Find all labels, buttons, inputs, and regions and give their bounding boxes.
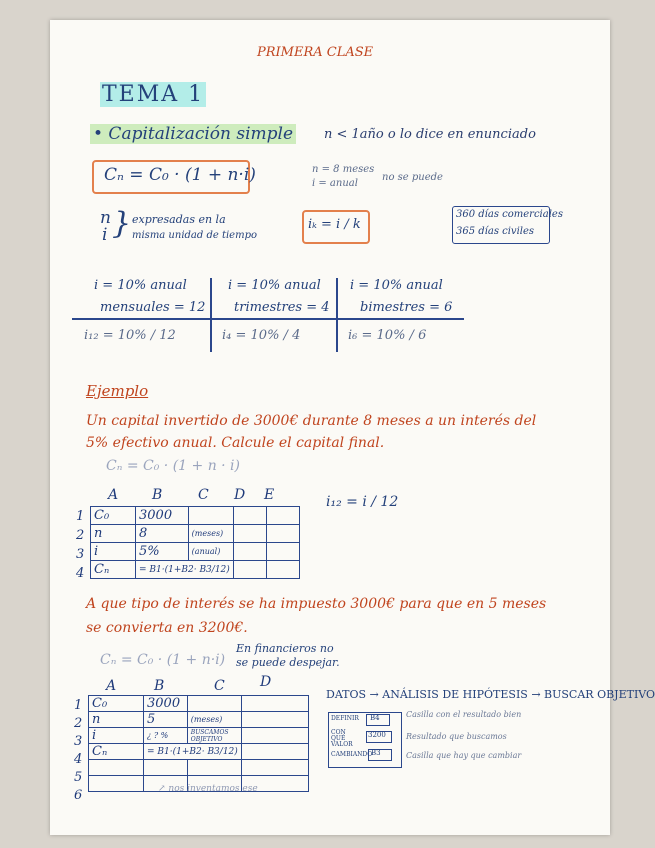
sheet2-col-a: A xyxy=(106,678,117,694)
sheet2-cell: Cₙ xyxy=(89,744,144,760)
goal-label-value: CON QUÉ VALOR xyxy=(331,729,353,748)
sheet2-cell: 3000 xyxy=(144,696,188,712)
sheet2-cell: ¿ ? % xyxy=(144,728,188,744)
units-text-1: expresadas en la xyxy=(132,213,226,226)
formula-note-n: n = 8 meses xyxy=(312,164,375,175)
rate-1-mid: mensuales = 12 xyxy=(100,300,206,315)
sheet2-col-b: B xyxy=(154,678,165,694)
sheet2-cell: 5 xyxy=(144,712,188,728)
sheet1-cell: C₀ xyxy=(91,507,136,525)
sheet2-grid xyxy=(88,695,309,792)
datos-path: DATOS → ANÁLISIS DE HIPÓTESIS → BUSCAR OBJETIVO xyxy=(326,688,655,701)
goal-value-change: B3 xyxy=(371,749,381,757)
sheet2-cell: n xyxy=(89,712,144,728)
formula-note-cannot: no se puede xyxy=(382,172,443,183)
sheet2-cell: C₀ xyxy=(89,696,144,712)
example-line-2: 5% efectivo anual. Calcule el capital final. xyxy=(86,435,385,451)
rate-1-bottom: i₁₂ = 10% / 12 xyxy=(84,328,176,343)
sheet1-col-a: A xyxy=(108,487,119,503)
sheet1-cell xyxy=(266,543,299,561)
sheet1-rownum: 3 xyxy=(76,547,85,562)
sheet1-col-e: E xyxy=(264,487,275,503)
days-civil: 365 días civiles xyxy=(456,226,535,237)
section-heading: • Capitalización simple xyxy=(90,124,296,144)
question-formula: Cₙ = C₀ · (1 + n·i) xyxy=(100,652,226,668)
sheet2-cell: BUSCAMOS OBJETIVO xyxy=(187,728,241,744)
table-row xyxy=(91,561,300,579)
sheet2-col-d: D xyxy=(260,674,272,690)
rates-col-line-1 xyxy=(210,278,212,352)
units-brace: } xyxy=(112,206,132,241)
sheet2-rownum: 5 xyxy=(74,770,83,785)
sheet2-cell: (meses) xyxy=(187,712,241,728)
units-i: i xyxy=(102,225,108,245)
sheet2-cell xyxy=(241,696,308,712)
rate-3-mid: bimestres = 6 xyxy=(360,300,453,315)
sheet2-rownum: 2 xyxy=(74,716,83,731)
sheet2-cell xyxy=(144,760,188,776)
ik-formula: iₖ = i / k xyxy=(308,217,361,232)
heading-note: n < 1año o lo dice en enunciado xyxy=(324,127,536,142)
sheet1-cell: (meses) xyxy=(188,525,233,543)
example-title: Ejemplo xyxy=(86,382,149,400)
sheet2-cell xyxy=(241,712,308,728)
sheet2-cell xyxy=(89,760,144,776)
sheet2-rownum: 6 xyxy=(74,788,83,803)
sheet1-cell xyxy=(266,525,299,543)
sheet2-rownum: 1 xyxy=(74,698,83,713)
sheet1-rownum: 1 xyxy=(76,509,85,524)
sheet2-cell xyxy=(89,776,144,792)
goal-label-define: DEFINIR xyxy=(331,715,359,722)
sheet1-cell: (anual) xyxy=(188,543,233,561)
sheet1-cell: = B1·(1+B2· B3/12) xyxy=(136,561,234,579)
goal-note-change: Casilla que hay que cambiar xyxy=(406,751,522,760)
sheet2-cell: i xyxy=(89,728,144,744)
sheet1-cell xyxy=(266,507,299,525)
rate-3-top: i = 10% anual xyxy=(350,278,443,293)
goal-value-value: 3200 xyxy=(368,731,386,739)
page-header: PRIMERA CLASE xyxy=(257,45,374,60)
goal-value-define: B4 xyxy=(370,714,380,722)
sheet2-cell: = B1·(1+B2· B3/12) xyxy=(144,744,242,760)
example-i12: i₁₂ = i / 12 xyxy=(326,494,399,510)
sheet1-cell xyxy=(266,561,299,579)
units-n: n xyxy=(100,208,111,228)
sheet1-cell: 3000 xyxy=(136,507,189,525)
rate-3-bottom: i₆ = 10% / 6 xyxy=(348,328,427,343)
sheet1-cell xyxy=(188,507,233,525)
table-row xyxy=(89,696,309,712)
sheet1-rownum: 2 xyxy=(76,528,85,543)
sheet1-col-b: B xyxy=(152,487,163,503)
rate-1-top: i = 10% anual xyxy=(94,278,187,293)
sheet2-cell xyxy=(241,760,308,776)
rate-2-top: i = 10% anual xyxy=(228,278,321,293)
sheet2-cell xyxy=(187,760,241,776)
rate-2-bottom: i₄ = 10% / 4 xyxy=(222,328,301,343)
sheet1-rownum: 4 xyxy=(76,566,85,581)
sheet1-cell xyxy=(233,543,266,561)
question-line-1: A que tipo de interés se ha impuesto 3000€ para que en 5 meses xyxy=(86,596,547,612)
topic-title: TEMA 1 xyxy=(102,82,205,107)
sheet1-grid xyxy=(90,506,300,579)
sheet1-col-c: C xyxy=(198,487,209,503)
sheet1-cell xyxy=(233,525,266,543)
sheet1-cell xyxy=(233,507,266,525)
formula-note-i: i = anual xyxy=(312,178,358,189)
goal-label-change: CAMBIANDO xyxy=(331,751,373,758)
rate-2-mid: trimestres = 4 xyxy=(234,300,330,315)
table-row xyxy=(89,728,309,744)
example-formula: Cₙ = C₀ · (1 + n · i) xyxy=(106,458,240,474)
sheet1-cell: i xyxy=(91,543,136,561)
rates-col-line-2 xyxy=(336,278,338,352)
sheet1-cell xyxy=(233,561,266,579)
sheet2-rownum: 3 xyxy=(74,734,83,749)
table-row xyxy=(89,744,309,760)
sheet2-cell xyxy=(187,696,241,712)
goal-note-define: Casilla con el resultado bien xyxy=(406,710,522,719)
table-row xyxy=(91,543,300,561)
sheet2-col-c: C xyxy=(214,678,225,694)
table-row xyxy=(91,525,300,543)
table-row xyxy=(89,760,309,776)
question-note-2: se puede despejar. xyxy=(236,656,340,669)
sheet1-col-d: D xyxy=(234,487,246,503)
table-row xyxy=(89,712,309,728)
rates-divider xyxy=(72,318,464,320)
goal-note-value: Resultado que buscamos xyxy=(406,732,507,741)
sheet2-cell xyxy=(241,744,308,760)
sheet2-footnote: ↗ nos inventamos ese xyxy=(158,784,258,794)
example-line-1: Un capital invertido de 3000€ durante 8 meses a un interés del xyxy=(86,413,537,429)
notebook-page xyxy=(50,20,655,835)
sheet1-cell: 5% xyxy=(136,543,189,561)
days-commercial: 360 días comerciales xyxy=(456,209,563,220)
question-note-1: En financieros no xyxy=(236,642,334,655)
sheet2-cell xyxy=(241,728,308,744)
sheet1-cell: 8 xyxy=(136,525,189,543)
units-text-2: misma unidad de tiempo xyxy=(132,230,257,241)
sheet1-cell: Cₙ xyxy=(91,561,136,579)
sheet2-rownum: 4 xyxy=(74,752,83,767)
main-formula: Cₙ = C₀ · (1 + n·i) xyxy=(104,165,256,185)
question-line-2: se convierta en 3200€. xyxy=(86,620,248,636)
sheet1-cell: n xyxy=(91,525,136,543)
table-row xyxy=(91,507,300,525)
